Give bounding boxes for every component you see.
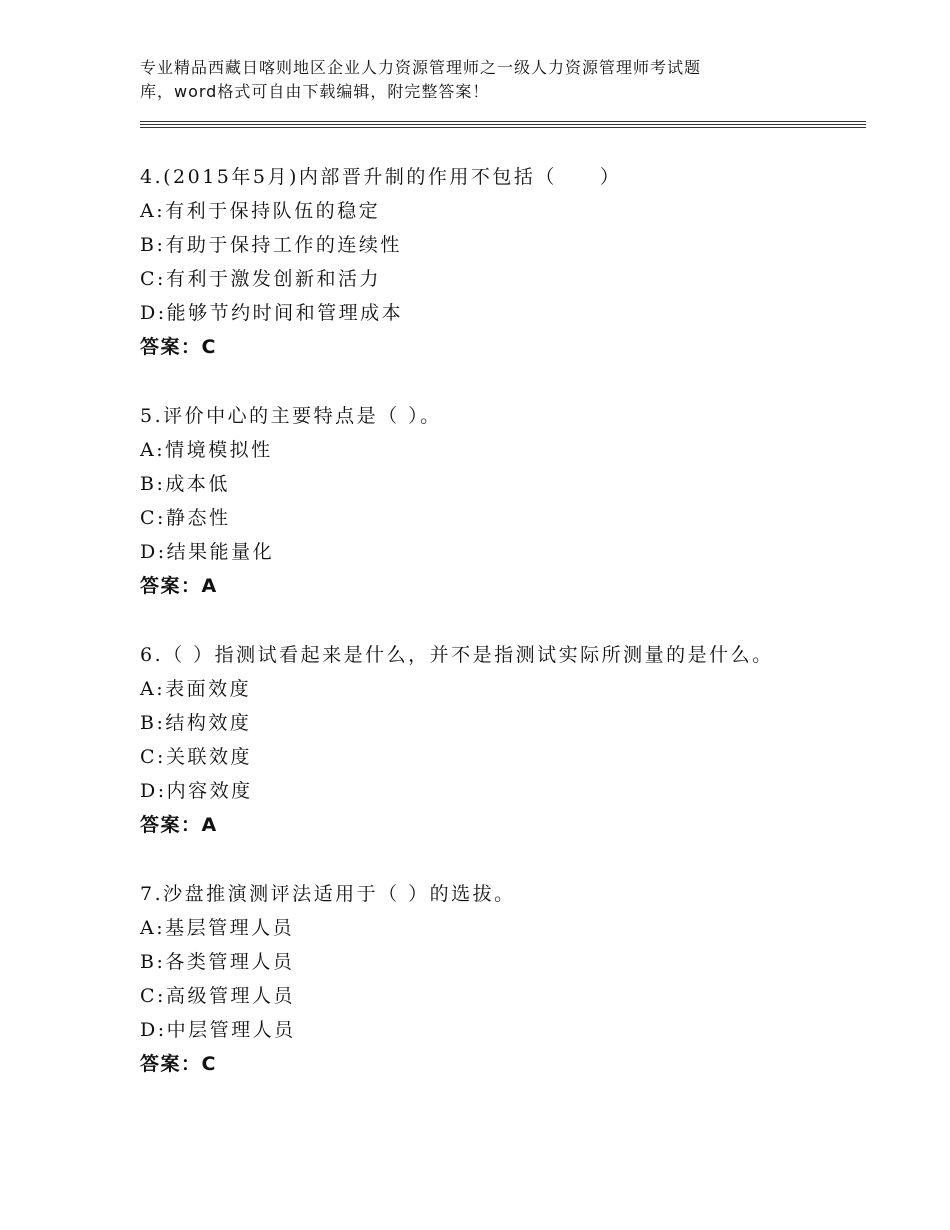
document-header bbox=[140, 56, 780, 104]
option-b: B:各类管理人员 bbox=[140, 951, 295, 973]
header-title-line-1: 专业精品西藏日喀则地区企业人力资源管理师之一级人力资源管理师考试题 bbox=[140, 58, 702, 77]
header-title-line-2: 库，word格式可自由下载编辑，附完整答案！ bbox=[140, 82, 490, 101]
header-divider-line bbox=[140, 127, 866, 128]
option-a: A:有利于保持队伍的稳定 bbox=[140, 200, 381, 222]
option-d: D:结果能量化 bbox=[140, 541, 275, 563]
question-stem: 4.(2015年5月)内部晋升制的作用不包括（ ） bbox=[140, 166, 622, 188]
option-d: D:能够节约时间和管理成本 bbox=[140, 302, 404, 324]
question-stem: 6.（ ）指测试看起来是什么，并不是指测试实际所测量的是什么。 bbox=[140, 644, 774, 666]
question-4 bbox=[140, 160, 860, 364]
option-d: D:中层管理人员 bbox=[140, 1019, 296, 1041]
option-c: C:静态性 bbox=[140, 507, 231, 529]
answer-line: 答案：C bbox=[140, 1053, 217, 1075]
question-5 bbox=[140, 399, 860, 603]
option-b: B:结构效度 bbox=[140, 712, 252, 734]
option-c: C:有利于激发创新和活力 bbox=[140, 268, 381, 290]
answer-line: 答案：A bbox=[140, 814, 218, 836]
question-7 bbox=[140, 877, 860, 1081]
option-b: B:有助于保持工作的连续性 bbox=[140, 234, 402, 256]
header-divider-line bbox=[140, 121, 866, 122]
option-d: D:内容效度 bbox=[140, 780, 253, 802]
option-c: C:关联效度 bbox=[140, 746, 252, 768]
option-a: A:情境模拟性 bbox=[140, 439, 273, 461]
option-c: C:高级管理人员 bbox=[140, 985, 295, 1007]
option-a: A:表面效度 bbox=[140, 678, 252, 700]
answer-line: 答案：C bbox=[140, 336, 217, 358]
option-a: A:基层管理人员 bbox=[140, 917, 295, 939]
question-6 bbox=[140, 638, 860, 842]
header-divider-line bbox=[140, 124, 866, 125]
question-stem: 7.沙盘推演测评法适用于（ ）的选拔。 bbox=[140, 883, 516, 905]
answer-line: 答案：A bbox=[140, 575, 218, 597]
question-stem: 5.评价中心的主要特点是（ ）。 bbox=[140, 405, 442, 427]
option-b: B:成本低 bbox=[140, 473, 230, 495]
